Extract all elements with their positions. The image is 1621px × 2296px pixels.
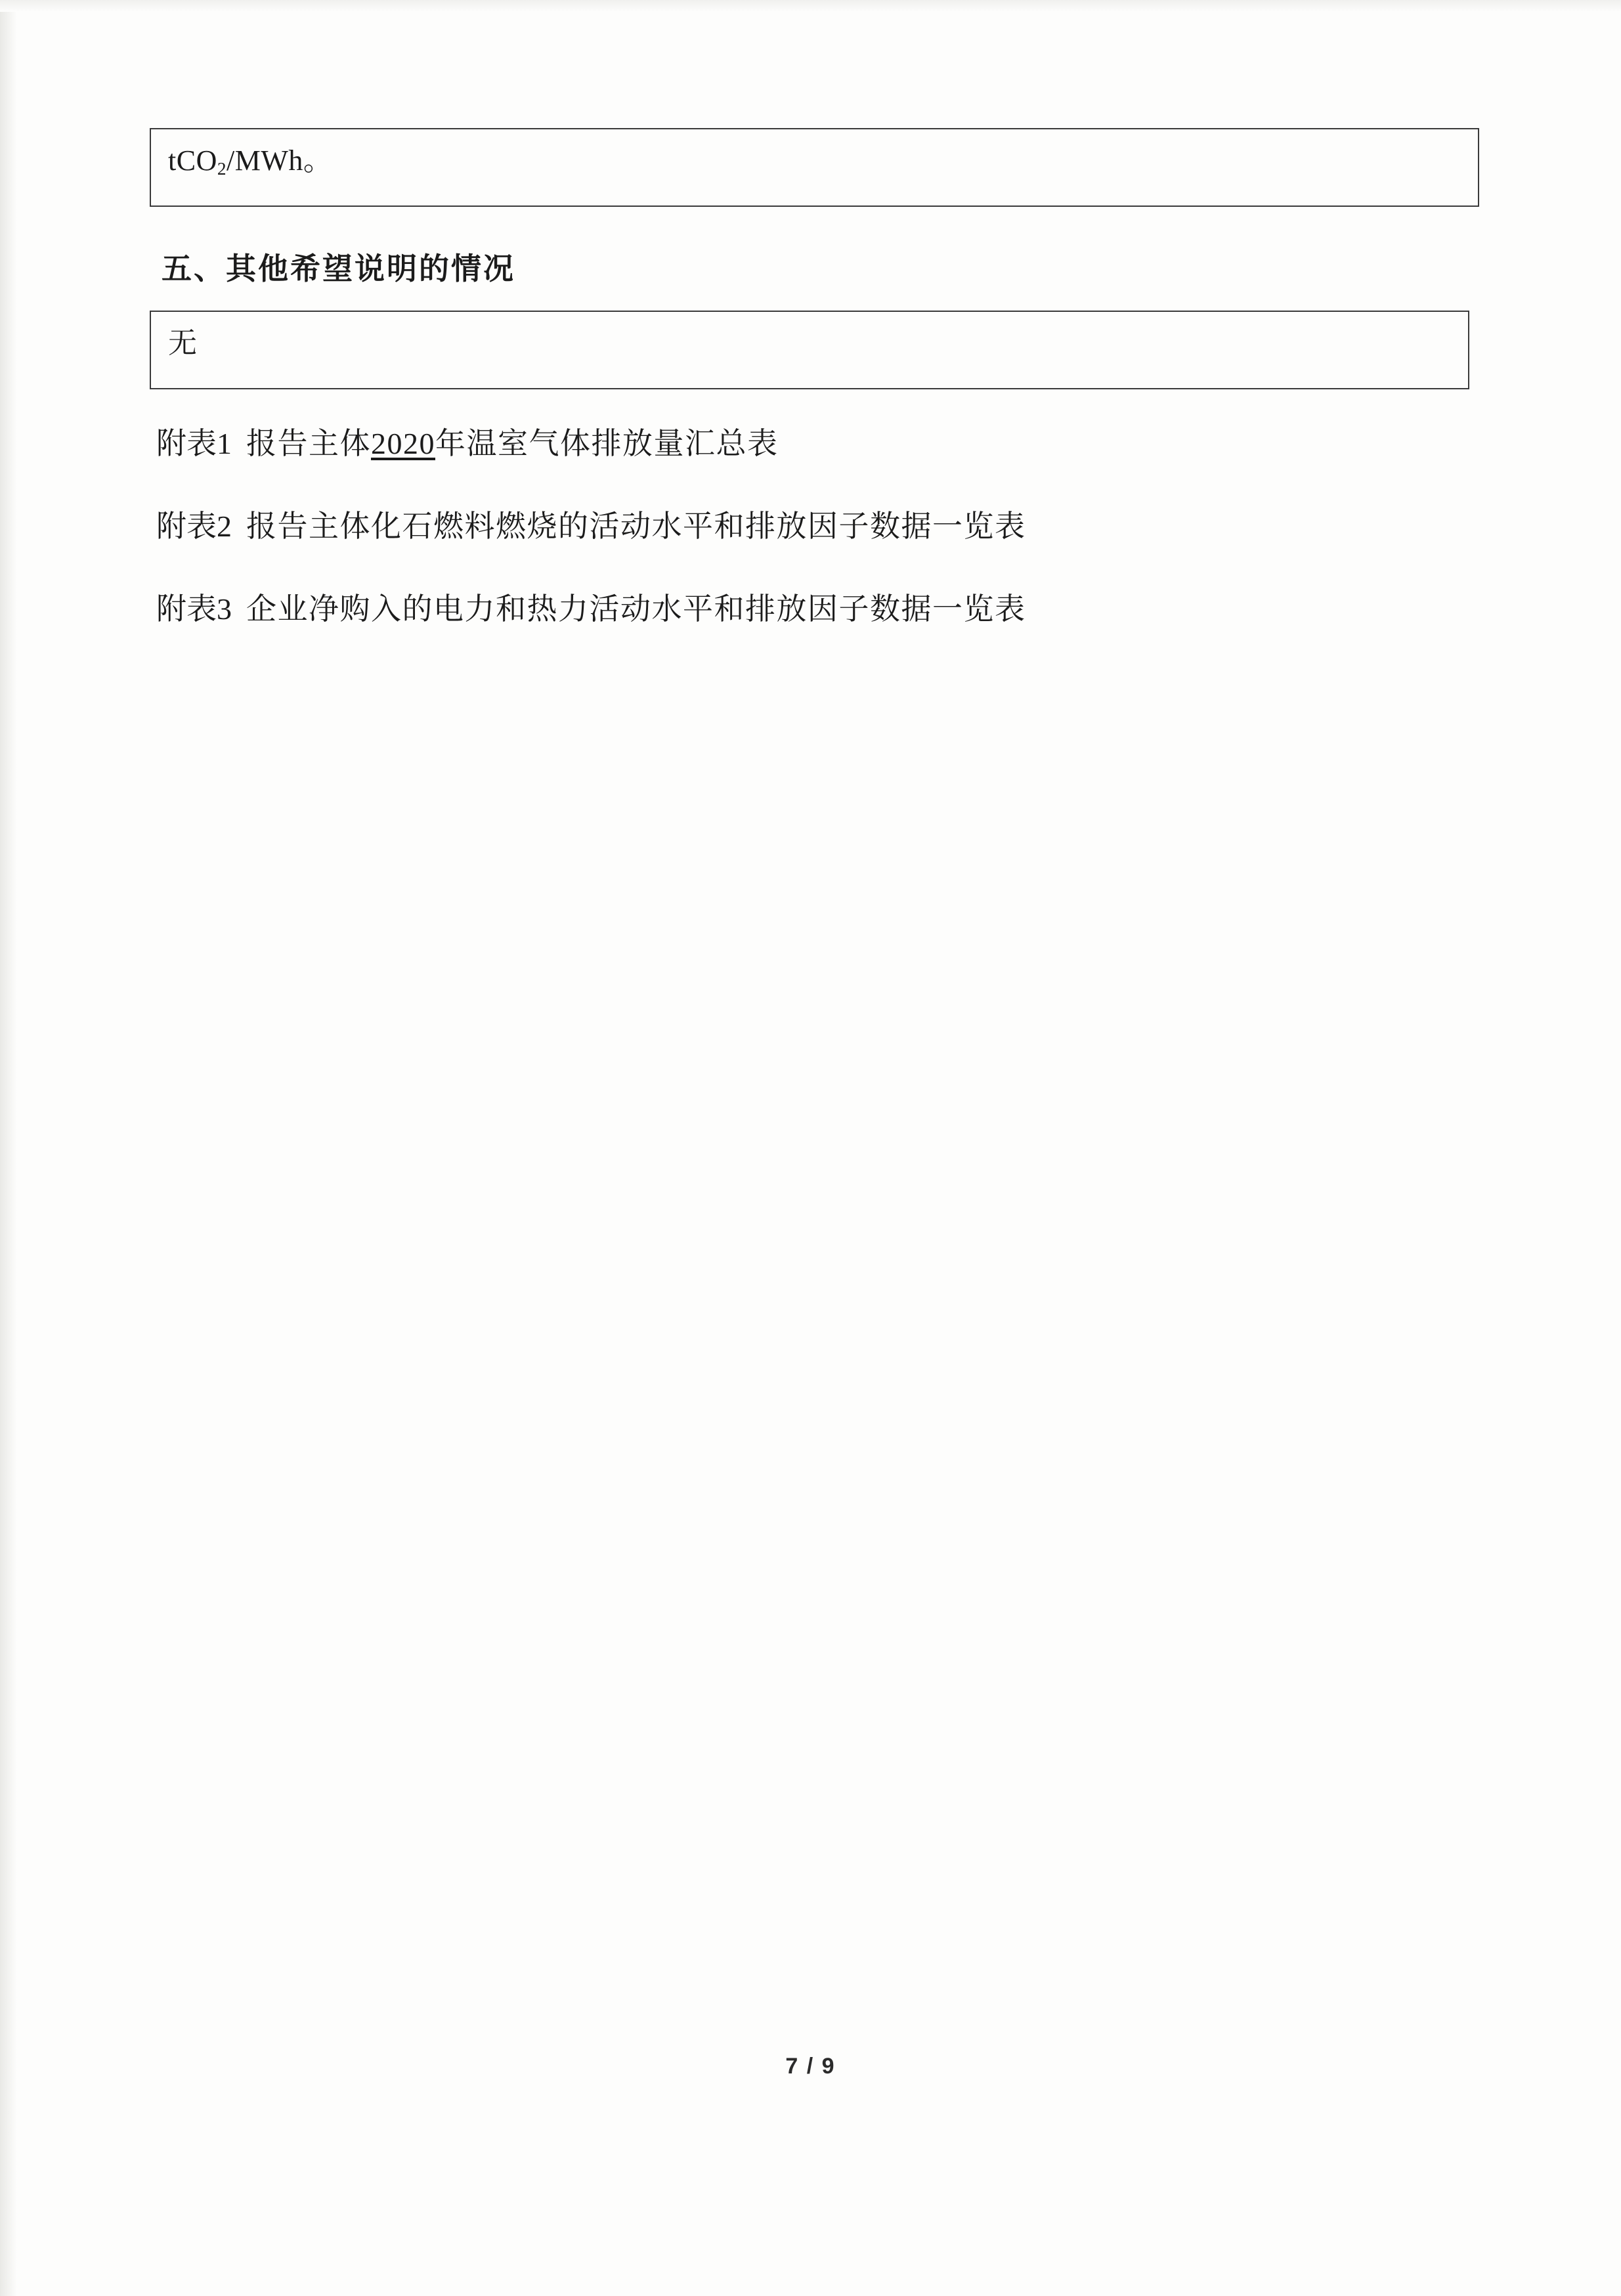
document-content bbox=[150, 128, 1482, 668]
attachment-year: 2020 bbox=[371, 427, 435, 460]
attachment-list bbox=[150, 420, 1482, 628]
unit-text-suffix: /MWh。 bbox=[227, 144, 333, 177]
other-notes-box bbox=[150, 311, 1469, 389]
attachment-label: 附表2 bbox=[156, 509, 232, 543]
attachment-title-before-year: 报告主体化石燃料燃烧的活动水平和排放因子数据一览表 bbox=[246, 509, 1026, 543]
page-number: 7 / 9 bbox=[785, 2054, 836, 2079]
scan-edge-left bbox=[0, 0, 17, 2296]
list-item bbox=[156, 420, 1482, 463]
unit-text-prefix: tCO bbox=[168, 144, 217, 177]
other-notes-value: 无 bbox=[168, 327, 198, 359]
attachment-title-after-year: 年温室气体排放量汇总表 bbox=[435, 427, 779, 460]
list-item bbox=[156, 502, 1482, 546]
scan-edge-top bbox=[0, 0, 1621, 12]
attachment-title-before-year: 企业净购入的电力和热力活动水平和排放因子数据一览表 bbox=[246, 592, 1026, 626]
unit-value-box bbox=[150, 128, 1479, 207]
list-item bbox=[156, 585, 1482, 628]
section-heading: 五、其他希望说明的情况 bbox=[162, 251, 515, 286]
attachment-label: 附表3 bbox=[156, 592, 232, 626]
attachment-label: 附表1 bbox=[156, 427, 232, 460]
unit-text-subscript: 2 bbox=[217, 158, 227, 179]
attachment-title-before-year: 报告主体 bbox=[246, 427, 371, 460]
